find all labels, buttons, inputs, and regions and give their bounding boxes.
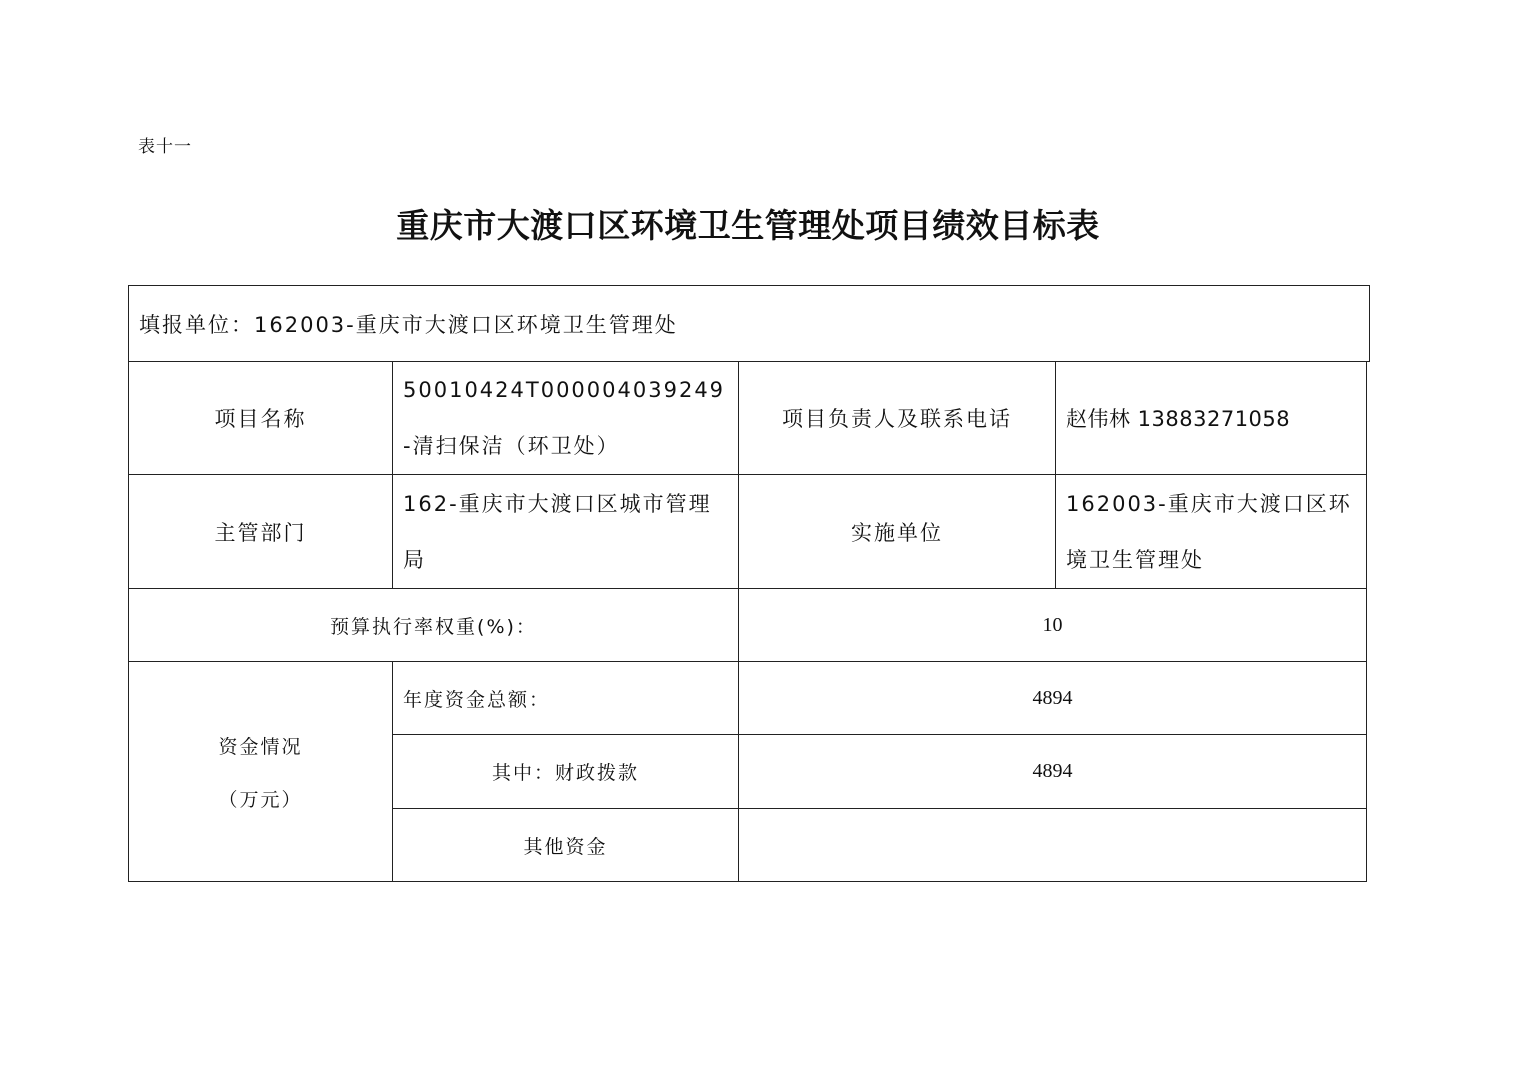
dept-label-cell	[128, 474, 393, 589]
fiscal-label-cell	[392, 734, 739, 809]
funds-unit: （万元）	[218, 788, 303, 811]
project-lead-value-cell	[1055, 361, 1367, 475]
annual-total-value-cell	[738, 661, 1367, 735]
budget-rate-label-cell	[128, 588, 739, 662]
other-funds-label-cell	[392, 808, 739, 882]
project-lead-value: 赵伟林 13883271058	[1066, 407, 1291, 431]
budget-rate-label: 预算执行率权重(%)：	[330, 615, 537, 638]
annual-total-label: 年度资金总额：	[403, 688, 551, 711]
fiscal-value: 4894	[1032, 760, 1073, 782]
project-name-value: 50010424T000004039249-清扫保洁（环卫处）	[403, 378, 726, 458]
dept-value-cell	[392, 474, 739, 589]
impl-label-cell	[738, 474, 1056, 589]
table-number-label: 表十一	[138, 137, 192, 157]
fiscal-label: 其中：财政拨款	[491, 762, 639, 784]
project-name-value-cell	[392, 361, 739, 475]
dept-value: 162-重庆市大渡口区城市管理局	[403, 491, 712, 572]
annual-total-label-cell	[392, 661, 739, 735]
other-funds-value-cell	[738, 808, 1367, 882]
annual-total-value: 4894	[1032, 686, 1073, 709]
impl-label: 实施单位	[851, 520, 943, 545]
budget-rate-value: 10	[1042, 613, 1063, 636]
other-funds-label: 其他资金	[523, 835, 608, 858]
project-name-label: 项目名称	[214, 407, 307, 431]
reporting-unit-cell	[128, 285, 1370, 362]
project-lead-label-cell	[738, 361, 1056, 475]
impl-value: 162003-重庆市大渡口区环境卫生管理处	[1066, 491, 1352, 572]
budget-rate-value-cell	[738, 588, 1367, 662]
dept-label: 主管部门	[214, 520, 307, 545]
fiscal-value-cell	[738, 734, 1367, 809]
impl-value-cell	[1055, 474, 1367, 589]
project-name-label-cell	[128, 361, 393, 475]
funds-label: 资金情况	[218, 735, 303, 758]
document-title: 重庆市大渡口区环境卫生管理处项目绩效目标表	[396, 206, 1100, 245]
funds-label-cell	[128, 661, 393, 882]
project-lead-label: 项目负责人及联系电话	[782, 407, 1012, 431]
reporting-unit-text: 填报单位：162003-重庆市大渡口区环境卫生管理处	[139, 312, 678, 337]
